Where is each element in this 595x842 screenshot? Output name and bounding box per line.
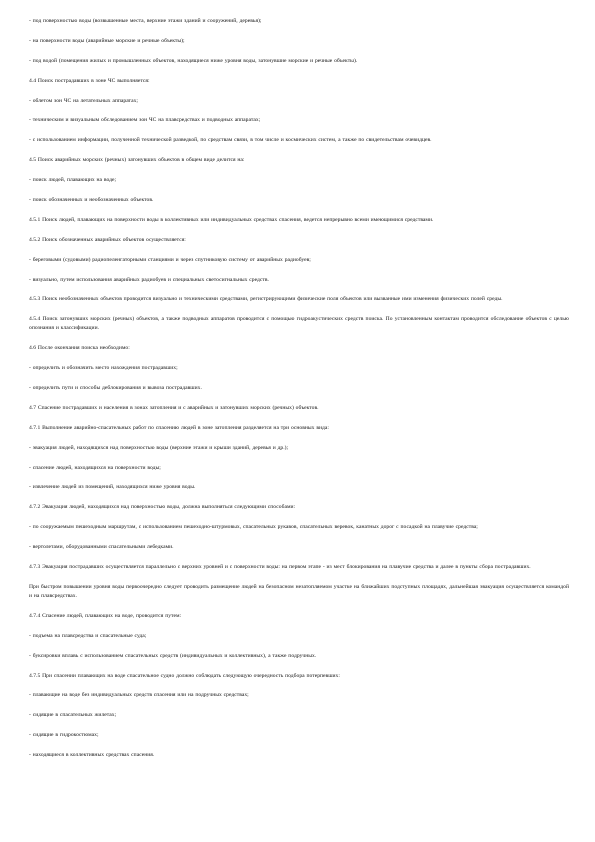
document-paragraph: - плавающие на воде без индивидуальных средств спасения или на подручных средствах; <box>29 692 249 699</box>
document-paragraph: - под водой (помещения жилых и промышленных объектов, находящиеся ниже уровня воды, затонувшие морские и речные объекты). <box>29 57 358 64</box>
document-paragraph: 4.5.3 Поиск необозначенных объектов проводится визуально и техническими средствами, регистрирующими физические поля объектов или вызванные ими изменения физических полей среды. <box>29 296 503 303</box>
document-paragraph: 4.7.5 При спасении плавающих на воде спасательное судно должно соблюдать следующую очередность подбора потерпевших: <box>29 672 340 679</box>
document-paragraph: - береговыми (судовыми) радиопеленгаторными станциями и через спутниковую систему от аварийных радиобуев; <box>29 256 311 263</box>
document-paragraph: - на поверхности воды (аварийные морские и речные объекты); <box>29 37 185 44</box>
document-body <box>29 17 569 771</box>
document-paragraph: 4.5.4 Поиск затонувших морских (речных) объектов, а также подводных аппаратов проводится с помощью гидроакустических средств поиска. По установленным контактам проводится обследование объектов с целью опознания и классификации. <box>29 316 569 332</box>
document-paragraph: - облетом зон ЧС на летательных аппаратах; <box>29 97 138 104</box>
document-paragraph: 4.5.2 Поиск обозначенных аварийных объектов осуществляется: <box>29 236 186 243</box>
document-paragraph: - сидящие в гидрокостюмах; <box>29 732 99 739</box>
document-paragraph: 4.7.3 Эвакуация пострадавших осуществляется параллельно с верхних уровней и с поверхности воды: на первом этапе - из мест блокирования на плавучие средства и далее в пункты сбора пострадавших. <box>29 564 531 571</box>
document-paragraph: При быстром повышении уровня воды первоочередно следует проводить размещение людей на безопасном незатопляемом участке на ближайших подступных площадях, дальнейшая эвакуация осуществляется командой и на плавсредствах. <box>29 583 569 599</box>
document-paragraph: - определить пути и способы деблокирования и вывоза пострадавших. <box>29 385 202 392</box>
document-paragraph: - с использованием информации, полученной технической разведкой, по средствам связи, в том числе и космических систем, а также по свидетельствам очевидцев. <box>29 137 432 144</box>
document-paragraph: - сидящие в спасательных жилетах; <box>29 712 117 719</box>
document-paragraph: - визуально, путем использования аварийных радиобуев и специальных светосигнальных средств. <box>29 276 269 283</box>
document-paragraph: - извлечение людей из помещений, находящихся ниже уровня воды. <box>29 484 196 491</box>
document-paragraph: 4.7.2 Эвакуация людей, находящихся над поверхностью воды, должна выполняться следующими способами: <box>29 504 296 511</box>
document-paragraph: 4.6 После окончания поиска необходимо: <box>29 345 130 352</box>
document-paragraph: - находящиеся в коллективных средствах спасения. <box>29 752 155 759</box>
document-paragraph: - поиск обозначенных и необозначенных объектов. <box>29 197 154 204</box>
document-paragraph: - техническим и визуальным обследованием зон ЧС на плавсредствах и подводных аппаратах; <box>29 117 261 124</box>
document-paragraph: - эвакуация людей, находящихся над поверхностью воды (верхние этажи и крыши зданий, деревья и др.); <box>29 444 289 451</box>
document-paragraph: 4.7.4 Спасение людей, плавающих на воде, проводится путем: <box>29 612 182 619</box>
document-paragraph: - спасение людей, находящихся на поверхности воды; <box>29 464 161 471</box>
document-paragraph: - подъема на плавсредства и спасательные суда; <box>29 632 147 639</box>
document-paragraph: - определить и обозначить место нахождения пострадавших; <box>29 365 178 372</box>
document-paragraph: 4.7 Спасение пострадавших и населения в зонах затопления и с аварийных и затонувших морских (речных) объектов. <box>29 404 319 411</box>
document-paragraph: - вертолетами, оборудованными спасательными лебедками. <box>29 544 174 551</box>
document-paragraph: - под поверхностью воды (возвышенные места, верхние этажи зданий и сооружений, деревья); <box>29 18 262 24</box>
document-paragraph: - поиск людей, плавающих на воде; <box>29 177 117 184</box>
document-paragraph: 4.7.1 Выполнение аварийно-спасательных работ по спасению людей в зоне затопления разделяется на три основных вида: <box>29 424 329 431</box>
document-paragraph: - буксировки вплавь с использованием спасательных средств (индивидуальных и коллективных), а также подручных. <box>29 652 317 659</box>
document-paragraph: 4.5 Поиск аварийных морских (речных) затонувших объектов в общем виде делится на: <box>29 157 245 164</box>
document-paragraph: 4.5.1 Поиск людей, плавающих на поверхности воды в коллективных или индивидуальных средствах спасения, ведется непрерывно всеми имеющимися средствами. <box>29 216 434 223</box>
document-paragraph: - по сооружаемым пешеходным маршрутам, с использованием пешеходно-штурмовых, спасательных рукавов, спасательных веревок, канатных дорог с посадкой на плавучие средства; <box>29 524 478 531</box>
document-paragraph: 4.4 Поиск пострадавших в зоне ЧС выполняется: <box>29 77 150 84</box>
